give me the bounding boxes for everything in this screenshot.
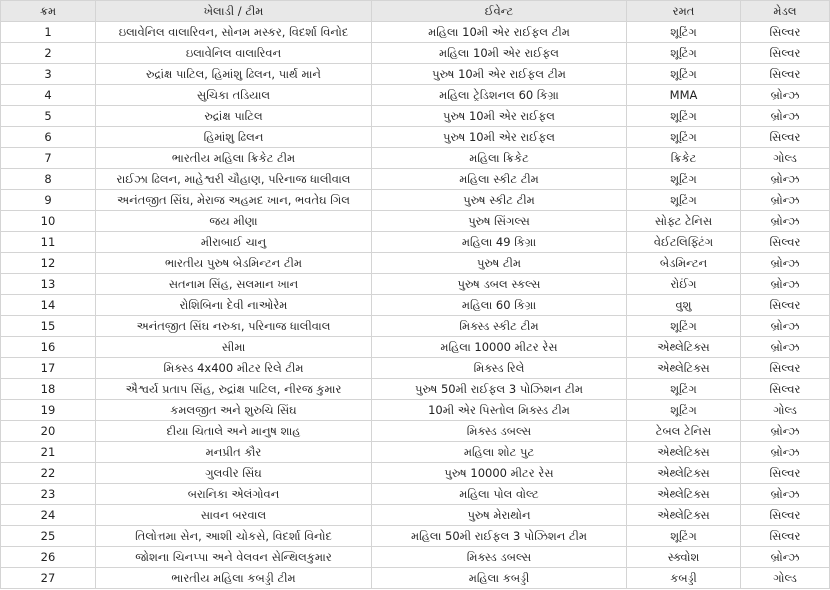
cell-sport: શૂટિંગ (627, 190, 741, 211)
cell-player-team: ભારતીય પુરુષ બેડમિન્ટન ટીમ (96, 253, 372, 274)
cell-medal: સિલ્વર (741, 505, 830, 526)
cell-rank: 16 (1, 337, 96, 358)
cell-rank: 26 (1, 547, 96, 568)
cell-sport: શૂટિંગ (627, 169, 741, 190)
table-row (1, 274, 830, 295)
cell-medal: સિલ્વર (741, 379, 830, 400)
cell-event: પુરુષ મેરાથોન (372, 505, 627, 526)
cell-event: મહિલા 10000 મીટર રેસ (372, 337, 627, 358)
cell-player-team: મીરાબાઈ ચાનુ (96, 232, 372, 253)
cell-rank: 2 (1, 43, 96, 64)
cell-player-team: હિમાંશુ ઢિલન (96, 127, 372, 148)
cell-rank: 17 (1, 358, 96, 379)
cell-sport: શૂટિંગ (627, 43, 741, 64)
cell-sport: શૂટિંગ (627, 379, 741, 400)
cell-event: પુરુષ 50મી રાઈફલ 3 પોઝિશન ટીમ (372, 379, 627, 400)
table-row (1, 22, 830, 43)
table-row (1, 442, 830, 463)
cell-player-team: ભારતીય મહિલા ક્રિકેટ ટીમ (96, 148, 372, 169)
cell-player-team: જોશના ચિનપ્પા અને વેલવન સેન્થિલકુમાર (96, 547, 372, 568)
cell-sport: શૂટિંગ (627, 526, 741, 547)
cell-event: મહિલા સ્કીટ ટીમ (372, 169, 627, 190)
header-rank: ક્રમ (1, 1, 96, 22)
cell-event: પુરુષ સિંગલ્સ (372, 211, 627, 232)
cell-rank: 18 (1, 379, 96, 400)
cell-medal: સિલ્વર (741, 127, 830, 148)
cell-player-team: અનંતજીત સિંઘ, મેરાજ અહમદ ખાન, ભવતેઘ ગિલ (96, 190, 372, 211)
cell-sport: શૂટિંગ (627, 400, 741, 421)
cell-medal: ગોલ્ડ (741, 568, 830, 589)
cell-medal: બ્રોન્ઝ (741, 274, 830, 295)
cell-rank: 21 (1, 442, 96, 463)
table-row (1, 295, 830, 316)
cell-sport: શૂટિંગ (627, 106, 741, 127)
header-event: ઈવેન્ટ (372, 1, 627, 22)
table-row (1, 148, 830, 169)
table-row (1, 211, 830, 232)
cell-event: મિક્સ્ડ ડબલ્સ (372, 421, 627, 442)
table-row (1, 232, 830, 253)
cell-sport: બેડમિન્ટન (627, 253, 741, 274)
table-row (1, 64, 830, 85)
cell-event: મહિલા 10મી એર રાઈફલ ટીમ (372, 22, 627, 43)
cell-event: મહિલા 50મી રાઈફલ 3 પોઝિશન ટીમ (372, 526, 627, 547)
cell-event: પુરુષ સ્કીટ ટીમ (372, 190, 627, 211)
table-row (1, 484, 830, 505)
cell-event: મહિલા કબડ્ડી (372, 568, 627, 589)
cell-rank: 24 (1, 505, 96, 526)
cell-rank: 8 (1, 169, 96, 190)
table-row (1, 316, 830, 337)
table-row (1, 43, 830, 64)
table-row (1, 253, 830, 274)
cell-event: પુરુષ 10મી એર રાઈફલ (372, 127, 627, 148)
cell-rank: 5 (1, 106, 96, 127)
cell-event: મહિલા ટ્રેડિશનલ 60 કિગ્રા (372, 85, 627, 106)
cell-medal: બ્રોન્ઝ (741, 106, 830, 127)
cell-sport: ટેબલ ટેનિસ (627, 421, 741, 442)
cell-sport: કબડ્ડી (627, 568, 741, 589)
cell-medal: સિલ્વર (741, 358, 830, 379)
table-row (1, 337, 830, 358)
cell-medal: બ્રોન્ઝ (741, 211, 830, 232)
cell-medal: બ્રોન્ઝ (741, 253, 830, 274)
cell-player-team: તિલોત્તમા સેન, આશી ચોકસે, વિદર્શા વિનોદ (96, 526, 372, 547)
cell-rank: 25 (1, 526, 96, 547)
table-header (1, 1, 830, 22)
cell-event: મહિલા 60 કિગ્રા (372, 295, 627, 316)
cell-medal: સિલ્વર (741, 526, 830, 547)
cell-player-team: સુચિકા તડિયાલ (96, 85, 372, 106)
cell-player-team: રુદ્રાંક્ષ પાટિલ (96, 106, 372, 127)
cell-sport: એથ્લેટિક્સ (627, 463, 741, 484)
cell-medal: બ્રોન્ઝ (741, 547, 830, 568)
cell-event: પુરુષ ટીમ (372, 253, 627, 274)
cell-sport: એથ્લેટિક્સ (627, 358, 741, 379)
cell-rank: 1 (1, 22, 96, 43)
table-body (1, 22, 830, 589)
cell-event: મહિલા 10મી એર રાઈફલ (372, 43, 627, 64)
cell-sport: એથ્લેટિક્સ (627, 337, 741, 358)
cell-player-team: મનપ્રીત કૌર (96, 442, 372, 463)
cell-sport: શૂટિંગ (627, 64, 741, 85)
cell-medal: બ્રોન્ઝ (741, 484, 830, 505)
cell-sport: શૂટિંગ (627, 127, 741, 148)
cell-event: પુરુષ 10મી એર રાઈફલ ટીમ (372, 64, 627, 85)
cell-rank: 19 (1, 400, 96, 421)
cell-sport: વેઈટલિફ્ટિંગ (627, 232, 741, 253)
cell-player-team: દીયા ચિતાલે અને માનુષ શાહ (96, 421, 372, 442)
cell-rank: 3 (1, 64, 96, 85)
cell-player-team: બરાનિકા એલંગોવન (96, 484, 372, 505)
cell-event: પુરુષ ડબલ સ્કલ્સ (372, 274, 627, 295)
cell-event: 10મી એર પિસ્તોલ મિક્સ્ડ ટીમ (372, 400, 627, 421)
cell-player-team: ગુલવીર સિંઘ (96, 463, 372, 484)
cell-event: મિક્સ્ડ ડબલ્સ (372, 547, 627, 568)
table-row (1, 526, 830, 547)
cell-player-team: સાવન બરવાલ (96, 505, 372, 526)
header-player-team: ખેલાડી / ટીમ (96, 1, 372, 22)
header-row (1, 1, 830, 22)
cell-rank: 9 (1, 190, 96, 211)
cell-medal: બ્રોન્ઝ (741, 442, 830, 463)
cell-player-team: અનંતજીત સિંઘ નરુકા, પરિનાજ ધાલીવાલ (96, 316, 372, 337)
cell-sport: શૂટિંગ (627, 316, 741, 337)
table-row (1, 358, 830, 379)
cell-event: મહિલા પોલ વોલ્ટ (372, 484, 627, 505)
cell-player-team: કમલજીત અને શુરુચિ સિંઘ (96, 400, 372, 421)
cell-sport: MMA (627, 85, 741, 106)
table-row (1, 505, 830, 526)
cell-player-team: રાઈઝા ઢિલન, માહેશ્વરી ચૌહાણ, પરિનાજ ધાલીવાલ (96, 169, 372, 190)
cell-sport: સ્ક્વોશ (627, 547, 741, 568)
cell-medal: બ્રોન્ઝ (741, 169, 830, 190)
cell-rank: 22 (1, 463, 96, 484)
cell-medal: ગોલ્ડ (741, 148, 830, 169)
cell-rank: 12 (1, 253, 96, 274)
cell-player-team: રુદ્રાંક્ષ પાટિલ, હિમાંશુ ઢિલન, પાર્થ માને (96, 64, 372, 85)
cell-player-team: ભારતીય મહિલા કબડ્ડી ટીમ (96, 568, 372, 589)
cell-rank: 7 (1, 148, 96, 169)
cell-player-team: સીમા (96, 337, 372, 358)
cell-sport: ક્રિકેટ (627, 148, 741, 169)
cell-medal: સિલ્વર (741, 295, 830, 316)
cell-player-team: ઐશ્વર્ય પ્રતાપ સિંહ, રુદ્રાંક્ષ પાટિલ, નીરજ કુમાર (96, 379, 372, 400)
cell-sport: શૂટિંગ (627, 22, 741, 43)
cell-sport: એથ્લેટિક્સ (627, 484, 741, 505)
table-row (1, 568, 830, 589)
cell-rank: 4 (1, 85, 96, 106)
cell-medal: બ્રોન્ઝ (741, 337, 830, 358)
cell-event: પુરુષ 10મી એર રાઈફલ (372, 106, 627, 127)
cell-event: મિક્સ્ડ સ્કીટ ટીમ (372, 316, 627, 337)
table-row (1, 127, 830, 148)
cell-player-team: ઇલાવેનિલ વાલારિવન, સોનમ મસ્કર, વિદર્શા વિનોદ (96, 22, 372, 43)
cell-medal: બ્રોન્ઝ (741, 316, 830, 337)
table-row (1, 106, 830, 127)
header-sport: રમત (627, 1, 741, 22)
cell-medal: સિલ્વર (741, 22, 830, 43)
table-row (1, 169, 830, 190)
cell-rank: 11 (1, 232, 96, 253)
table-row (1, 379, 830, 400)
cell-medal: સિલ્વર (741, 463, 830, 484)
cell-player-team: રોશિબિના દેવી નાઓરેમ (96, 295, 372, 316)
cell-medal: સિલ્વર (741, 43, 830, 64)
cell-medal: ગોલ્ડ (741, 400, 830, 421)
cell-sport: એથ્લેટિક્સ (627, 505, 741, 526)
table-row (1, 190, 830, 211)
cell-event: મહિલા શોટ પુટ (372, 442, 627, 463)
cell-rank: 6 (1, 127, 96, 148)
cell-rank: 15 (1, 316, 96, 337)
cell-rank: 20 (1, 421, 96, 442)
cell-event: પુરુષ 10000 મીટર રેસ (372, 463, 627, 484)
cell-event: મિક્સ્ડ રિલે (372, 358, 627, 379)
cell-rank: 27 (1, 568, 96, 589)
table-row (1, 421, 830, 442)
header-medal: મેડલ (741, 1, 830, 22)
cell-rank: 14 (1, 295, 96, 316)
cell-sport: સોફ્ટ ટેનિસ (627, 211, 741, 232)
cell-rank: 13 (1, 274, 96, 295)
cell-medal: સિલ્વર (741, 232, 830, 253)
cell-sport: એથ્લેટિક્સ (627, 442, 741, 463)
cell-player-team: ઇલાવેનિલ વાલારિવન (96, 43, 372, 64)
cell-medal: સિલ્વર (741, 64, 830, 85)
cell-medal: બ્રોન્ઝ (741, 85, 830, 106)
cell-player-team: સતનામ સિંહ, સલમાન ખાન (96, 274, 372, 295)
cell-medal: બ્રોન્ઝ (741, 190, 830, 211)
cell-sport: રોઈંગ (627, 274, 741, 295)
table-row (1, 547, 830, 568)
table-row (1, 85, 830, 106)
table-row (1, 463, 830, 484)
table-row (1, 400, 830, 421)
cell-player-team: મિક્સ્ડ 4x400 મીટર રિલે ટીમ (96, 358, 372, 379)
cell-medal: બ્રોન્ઝ (741, 421, 830, 442)
cell-sport: વુશુ (627, 295, 741, 316)
cell-event: મહિલા ક્રિકેટ (372, 148, 627, 169)
cell-rank: 23 (1, 484, 96, 505)
cell-event: મહિલા 49 કિગ્રા (372, 232, 627, 253)
cell-rank: 10 (1, 211, 96, 232)
cell-player-team: જય મીણા (96, 211, 372, 232)
